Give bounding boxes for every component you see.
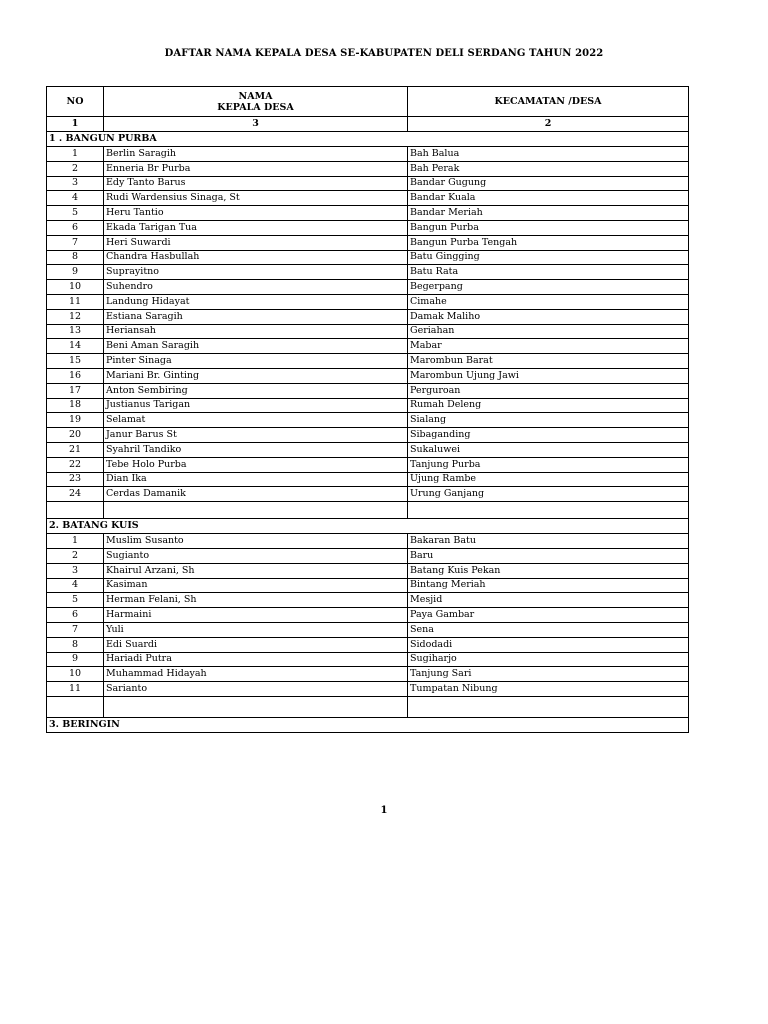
- kepala-desa-name: Janur Barus St: [104, 428, 408, 443]
- header-nama: [104, 87, 408, 117]
- table-row: [47, 548, 689, 563]
- kepala-desa-name: Landung Hidayat: [104, 294, 408, 309]
- table-row: [47, 637, 689, 652]
- section-heading: 3. BERINGIN: [47, 717, 689, 732]
- kepala-desa-name: Hariadi Putra: [104, 652, 408, 667]
- table-row: [47, 442, 689, 457]
- table-row: [47, 354, 689, 369]
- table-body: [47, 132, 689, 733]
- blank-cell: [104, 696, 408, 717]
- blank-cell: [408, 502, 689, 519]
- column-number-no: 1: [47, 117, 104, 132]
- row-number: 10: [47, 280, 104, 295]
- desa-name: Batu Gingging: [408, 250, 689, 265]
- table-row: [47, 472, 689, 487]
- document-title: DAFTAR NAMA KEPALA DESA SE-KABUPATEN DELI SERDANG TAHUN 2022: [164, 48, 604, 59]
- kepala-desa-name: Sugianto: [104, 548, 408, 563]
- section-heading-row: [47, 132, 689, 147]
- row-number: 10: [47, 667, 104, 682]
- row-number: 16: [47, 368, 104, 383]
- blank-cell: [47, 502, 104, 519]
- desa-name: Bah Balua: [408, 147, 689, 162]
- row-number: 7: [47, 235, 104, 250]
- kepala-desa-name: Kasiman: [104, 578, 408, 593]
- row-number: 4: [47, 191, 104, 206]
- table-row: [47, 309, 689, 324]
- desa-name: Sena: [408, 622, 689, 637]
- desa-name: Bah Perak: [408, 161, 689, 176]
- row-number: 8: [47, 250, 104, 265]
- row-number: 21: [47, 442, 104, 457]
- kepala-desa-name: Khairul Arzani, Sh: [104, 563, 408, 578]
- desa-name: Marombun Barat: [408, 354, 689, 369]
- kepala-desa-name: Justianus Tarigan: [104, 398, 408, 413]
- table-row: [47, 563, 689, 578]
- row-number: 20: [47, 428, 104, 443]
- table-row: [47, 176, 689, 191]
- table-row: [47, 339, 689, 354]
- kepala-desa-name: Muslim Susanto: [104, 534, 408, 549]
- section-heading-row: [47, 717, 689, 732]
- header-no: NO: [47, 87, 104, 117]
- row-number: 22: [47, 457, 104, 472]
- kepala-desa-name: Selamat: [104, 413, 408, 428]
- column-number-desa: 2: [408, 117, 689, 132]
- desa-name: Baru: [408, 548, 689, 563]
- row-number: 9: [47, 265, 104, 280]
- row-number: 14: [47, 339, 104, 354]
- row-number: 12: [47, 309, 104, 324]
- table-row: [47, 457, 689, 472]
- kepala-desa-table: [46, 86, 689, 733]
- kepala-desa-name: Beni Aman Saragih: [104, 339, 408, 354]
- desa-name: Geriahan: [408, 324, 689, 339]
- table-row: [47, 383, 689, 398]
- table-row: [47, 161, 689, 176]
- kepala-desa-name: Cerdas Damanik: [104, 487, 408, 502]
- table-row: [47, 534, 689, 549]
- row-number: 2: [47, 548, 104, 563]
- desa-name: Tumpatan Nibung: [408, 682, 689, 697]
- row-number: 3: [47, 563, 104, 578]
- desa-name: Ujung Rambe: [408, 472, 689, 487]
- row-number: 1: [47, 147, 104, 162]
- desa-name: Damak Maliho: [408, 309, 689, 324]
- table-row: [47, 191, 689, 206]
- section-heading: 1 . BANGUN PURBA: [47, 132, 689, 147]
- desa-name: Tanjung Purba: [408, 457, 689, 472]
- desa-name: Bandar Kuala: [408, 191, 689, 206]
- desa-name: Sugiharjo: [408, 652, 689, 667]
- table-row: [47, 250, 689, 265]
- header-kecamatan-desa: KECAMATAN /DESA: [408, 87, 689, 117]
- desa-name: Mesjid: [408, 593, 689, 608]
- table-row: [47, 578, 689, 593]
- row-number: 5: [47, 206, 104, 221]
- desa-name: Bakaran Batu: [408, 534, 689, 549]
- kepala-desa-name: Dian Ika: [104, 472, 408, 487]
- kepala-desa-name: Sarianto: [104, 682, 408, 697]
- row-number: 11: [47, 294, 104, 309]
- desa-name: Begerpang: [408, 280, 689, 295]
- table-row: [47, 324, 689, 339]
- section-heading-row: [47, 519, 689, 534]
- table-row: [47, 593, 689, 608]
- desa-name: Cimahe: [408, 294, 689, 309]
- table-row: [47, 487, 689, 502]
- row-number: 5: [47, 593, 104, 608]
- table-row: [47, 368, 689, 383]
- desa-name: Bangun Purba Tengah: [408, 235, 689, 250]
- kepala-desa-name: Enneria Br Purba: [104, 161, 408, 176]
- kepala-desa-name: Rudi Wardensius Sinaga, St: [104, 191, 408, 206]
- blank-cell: [47, 696, 104, 717]
- kepala-desa-name: Yuli: [104, 622, 408, 637]
- row-number: 18: [47, 398, 104, 413]
- kepala-desa-name: Mariani Br. Ginting: [104, 368, 408, 383]
- row-number: 11: [47, 682, 104, 697]
- table-header-row: [47, 87, 689, 117]
- table-row: [47, 652, 689, 667]
- column-number-row: [47, 117, 689, 132]
- desa-name: Urung Ganjang: [408, 487, 689, 502]
- kepala-desa-name: Muhammad Hidayah: [104, 667, 408, 682]
- table-row: [47, 147, 689, 162]
- blank-row: [47, 502, 689, 519]
- row-number: 19: [47, 413, 104, 428]
- desa-name: Bandar Meriah: [408, 206, 689, 221]
- table-row: [47, 220, 689, 235]
- table-row: [47, 206, 689, 221]
- desa-name: Marombun Ujung Jawi: [408, 368, 689, 383]
- desa-name: Sidodadi: [408, 637, 689, 652]
- row-number: 17: [47, 383, 104, 398]
- desa-name: Bintang Meriah: [408, 578, 689, 593]
- row-number: 4: [47, 578, 104, 593]
- kepala-desa-name: Syahril Tandiko: [104, 442, 408, 457]
- header-nama-line1: NAMA: [238, 90, 273, 102]
- desa-name: Perguroan: [408, 383, 689, 398]
- kepala-desa-name: Heru Tantio: [104, 206, 408, 221]
- kepala-desa-name: Anton Sembiring: [104, 383, 408, 398]
- row-number: 24: [47, 487, 104, 502]
- blank-row: [47, 696, 689, 717]
- desa-name: Sialang: [408, 413, 689, 428]
- kepala-desa-name: Heri Suwardi: [104, 235, 408, 250]
- column-number-nama: 3: [104, 117, 408, 132]
- table-row: [47, 280, 689, 295]
- kepala-desa-name: Estiana Saragih: [104, 309, 408, 324]
- table-row: [47, 682, 689, 697]
- table-row: [47, 413, 689, 428]
- table-row: [47, 622, 689, 637]
- kepala-desa-name: Tebe Holo Purba: [104, 457, 408, 472]
- row-number: 8: [47, 637, 104, 652]
- desa-name: Bandar Gugung: [408, 176, 689, 191]
- table-row: [47, 667, 689, 682]
- section-heading: 2. BATANG KUIS: [47, 519, 689, 534]
- kepala-desa-name: Suhendro: [104, 280, 408, 295]
- kepala-desa-name: Edy Tanto Barus: [104, 176, 408, 191]
- table-row: [47, 428, 689, 443]
- kepala-desa-name: Heriansah: [104, 324, 408, 339]
- row-number: 13: [47, 324, 104, 339]
- desa-name: Bangun Purba: [408, 220, 689, 235]
- desa-name: Tanjung Sari: [408, 667, 689, 682]
- row-number: 23: [47, 472, 104, 487]
- kepala-desa-name: Chandra Hasbullah: [104, 250, 408, 265]
- desa-name: Sibaganding: [408, 428, 689, 443]
- row-number: 3: [47, 176, 104, 191]
- desa-name: Rumah Deleng: [408, 398, 689, 413]
- page-number: 1: [380, 805, 388, 816]
- desa-name: Paya Gambar: [408, 608, 689, 623]
- kepala-desa-name: Ekada Tarigan Tua: [104, 220, 408, 235]
- kepala-desa-name: Herman Felani, Sh: [104, 593, 408, 608]
- table-row: [47, 398, 689, 413]
- kepala-desa-name: Berlin Saragih: [104, 147, 408, 162]
- table-row: [47, 235, 689, 250]
- kepala-desa-name: Edi Suardi: [104, 637, 408, 652]
- table-row: [47, 265, 689, 280]
- desa-name: Mabar: [408, 339, 689, 354]
- row-number: 1: [47, 534, 104, 549]
- kepala-desa-name: Suprayitno: [104, 265, 408, 280]
- kepala-desa-name: Harmaini: [104, 608, 408, 623]
- row-number: 6: [47, 608, 104, 623]
- row-number: 9: [47, 652, 104, 667]
- row-number: 6: [47, 220, 104, 235]
- desa-name: Batu Rata: [408, 265, 689, 280]
- kepala-desa-name: Pinter Sinaga: [104, 354, 408, 369]
- row-number: 2: [47, 161, 104, 176]
- blank-cell: [104, 502, 408, 519]
- blank-cell: [408, 696, 689, 717]
- table-row: [47, 608, 689, 623]
- desa-name: Sukaluwei: [408, 442, 689, 457]
- desa-name: Batang Kuis Pekan: [408, 563, 689, 578]
- header-nama-line2: KEPALA DESA: [217, 101, 294, 113]
- row-number: 15: [47, 354, 104, 369]
- table-row: [47, 294, 689, 309]
- row-number: 7: [47, 622, 104, 637]
